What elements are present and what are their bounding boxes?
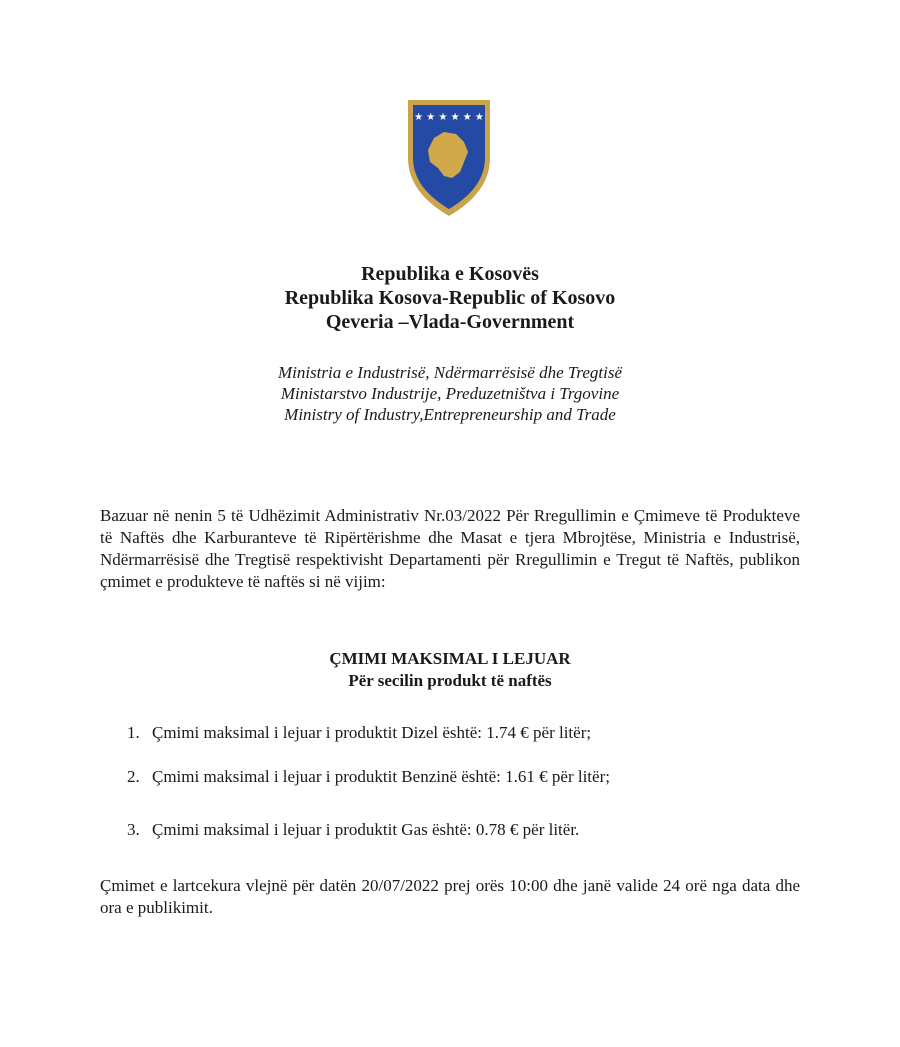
ministry-line: Ministry of Industry,Entrepreneurship and Trade: [284, 405, 616, 424]
intro-paragraph: Bazuar në nenin 5 të Udhëzimit Administrativ Nr.03/2022 Për Rregullimin e Çmimeve të Produkteve të Naftës dhe Karburanteve të Ripërtërishme dhe Masat e tjera Mbrojtëse, Ministria e Industrisë, Ndërmarrësisë dhe Tregtisë respektivisht Departamenti për Rregullimin e Tregut të Naftës, publikon çmimet e produkteve të naftës si në vijim:: [100, 506, 800, 591]
kosovo-coat-of-arms-icon: [404, 96, 494, 218]
ministry-line: Ministria e Industrisë, Ndërmarrësisë dhe Tregtisë: [277, 363, 623, 382]
price-item: [127, 766, 610, 788]
header-line: Republika e Kosovës: [361, 263, 539, 285]
price-item-number: 3.: [127, 820, 140, 839]
header-line: Republika Kosova-Republic of Kosovo: [284, 287, 616, 309]
title-block: [0, 648, 900, 692]
ministry-line: Ministarstvo Industrije, Preduzetništva i Trgovine: [280, 384, 620, 403]
ministry-header: [0, 362, 900, 425]
price-item-number: 2.: [127, 767, 140, 786]
document-subtitle: Për secilin produkt të naftës: [348, 671, 552, 690]
price-item-text: Çmimi maksimal i lejuar i produktit Benzinë është: 1.61 € për litër;: [152, 767, 610, 786]
price-item: [127, 722, 591, 744]
header-line: Qeveria –Vlada-Government: [325, 311, 575, 333]
price-item-text: Çmimi maksimal i lejuar i produktit Gas është: 0.78 € për litër.: [152, 820, 580, 839]
document-title: ÇMIMI MAKSIMAL I LEJUAR: [329, 649, 571, 668]
price-item-number: 1.: [127, 723, 140, 742]
closing-paragraph: Çmimet e lartcekura vlejnë për datën 20/07/2022 prej orës 10:00 dhe janë valide 24 orë nga data dhe ora e publikimit.: [100, 876, 800, 917]
svg-text:★ ★ ★ ★ ★ ★: ★ ★ ★ ★ ★ ★: [414, 112, 484, 123]
price-item-text: Çmimi maksimal i lejuar i produktit Dizel është: 1.74 € për litër;: [152, 723, 592, 742]
price-item: [127, 819, 579, 841]
government-header: [0, 262, 900, 334]
